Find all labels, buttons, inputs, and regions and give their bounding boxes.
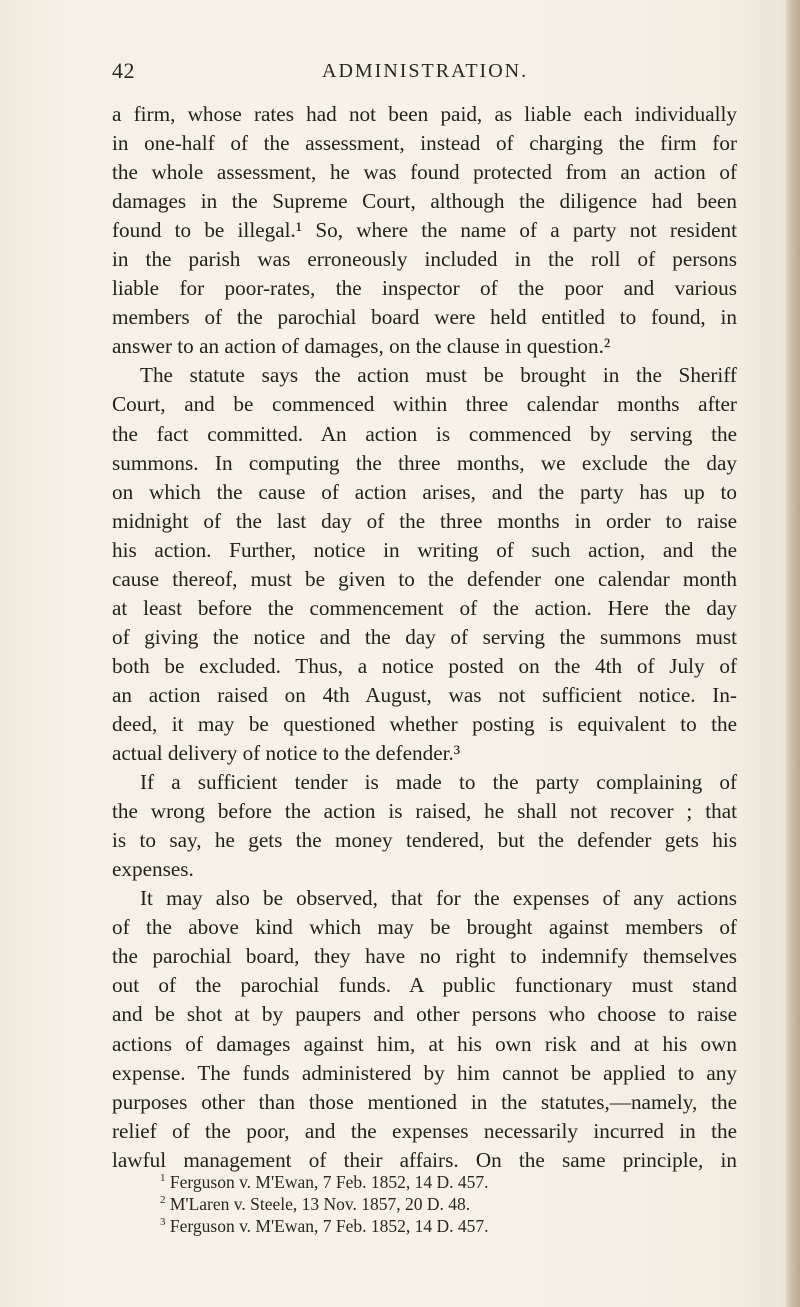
text-line: lawful management of their affairs. On the same principle, in	[112, 1147, 737, 1172]
footnote-text: Ferguson v. M'Ewan, 7 Feb. 1852, 14 D. 457.	[169, 1216, 489, 1236]
running-title: ADMINISTRATION.	[322, 60, 529, 82]
footnote-text: M'Laren v. Steele, 13 Nov. 1857, 20 D. 48.	[169, 1194, 471, 1214]
text-line: the parochial board, they have no right to indemnify themselves	[112, 944, 737, 969]
text-line: is to say, he gets the money tendered, but the defender gets his	[112, 828, 737, 853]
footnote	[160, 1193, 720, 1215]
footnote	[160, 1215, 720, 1237]
footnote	[160, 1171, 720, 1193]
text-line: an action raised on 4th August, was not sufficient notice. In-	[112, 682, 737, 707]
text-line: at least before the commencement of the action. Here the day	[112, 595, 737, 620]
text-line: midnight of the last day of the three months in order to raise	[112, 508, 737, 533]
text-line: expenses.	[112, 857, 194, 882]
text-line: actual delivery of notice to the defender.³	[112, 741, 461, 766]
footnote-marker: 3	[160, 1216, 166, 1229]
footnote-marker: 1	[160, 1172, 166, 1185]
text-line: expense. The funds administered by him cannot be applied to any	[112, 1060, 737, 1085]
text-line: out of the parochial funds. A public functionary must stand	[112, 973, 737, 998]
text-line: cause thereof, must be given to the defender one calendar month	[112, 566, 737, 591]
text-line: actions of damages against him, at his own risk and at his own	[112, 1031, 737, 1056]
text-line: in one-half of the assessment, instead of charging the firm for	[112, 131, 737, 156]
text-line: summons. In computing the three months, we exclude the day	[112, 450, 737, 475]
text-line: The statute says the action must be brought in the Sheriff	[140, 363, 737, 388]
text-line: members of the parochial board were held entitled to found, in	[112, 305, 737, 330]
text-line: both be excluded. Thus, a notice posted on the 4th of July of	[112, 653, 737, 678]
text-line: the wrong before the action is raised, he shall not recover ; that	[112, 799, 737, 824]
text-line: in the parish was erroneously included in the roll of persons	[112, 247, 737, 272]
text-line: liable for poor-rates, the inspector of the poor and various	[112, 276, 737, 301]
text-line: a firm, whose rates had not been paid, as liable each individually	[112, 102, 737, 126]
text-line: deed, it may be questioned whether posting is equivalent to the	[112, 711, 737, 736]
footnote-marker: 2	[160, 1194, 166, 1207]
text-line: If a sufficient tender is made to the party complaining of	[140, 770, 737, 795]
text-line: his action. Further, notice in writing of such action, and the	[112, 537, 737, 562]
footnote-text: Ferguson v. M'Ewan, 7 Feb. 1852, 14 D. 457.	[169, 1172, 489, 1192]
text-line: found to be illegal.¹ So, where the name of a party not resident	[112, 218, 737, 243]
page-number: 42	[112, 58, 135, 83]
text-line: and be shot at by paupers and other persons who choose to raise	[112, 1002, 737, 1027]
running-head	[112, 58, 712, 88]
text-line: purposes other than those mentioned in the statutes,—namely, the	[112, 1089, 737, 1114]
text-line: on which the cause of action arises, and the party has up to	[112, 479, 737, 504]
body-text	[112, 100, 737, 1175]
text-line: relief of the poor, and the expenses necessarily incurred in the	[112, 1118, 737, 1143]
text-line: of giving the notice and the day of serving the summons must	[112, 624, 737, 649]
text-line: Court, and be commenced within three calendar months after	[112, 392, 737, 417]
text-line: damages in the Supreme Court, although the diligence had been	[112, 189, 737, 214]
text-line: the whole assessment, he was found protected from an action of	[112, 160, 737, 185]
footnotes	[160, 1171, 720, 1237]
page-edge-shadow	[786, 0, 800, 1307]
text-line: It may also be observed, that for the expenses of any actions	[140, 886, 737, 911]
text-line: answer to an action of damages, on the clause in question.²	[112, 334, 611, 359]
text-line: of the above kind which may be brought against members of	[112, 915, 737, 940]
text-line: the fact committed. An action is commenced by serving the	[112, 421, 737, 446]
